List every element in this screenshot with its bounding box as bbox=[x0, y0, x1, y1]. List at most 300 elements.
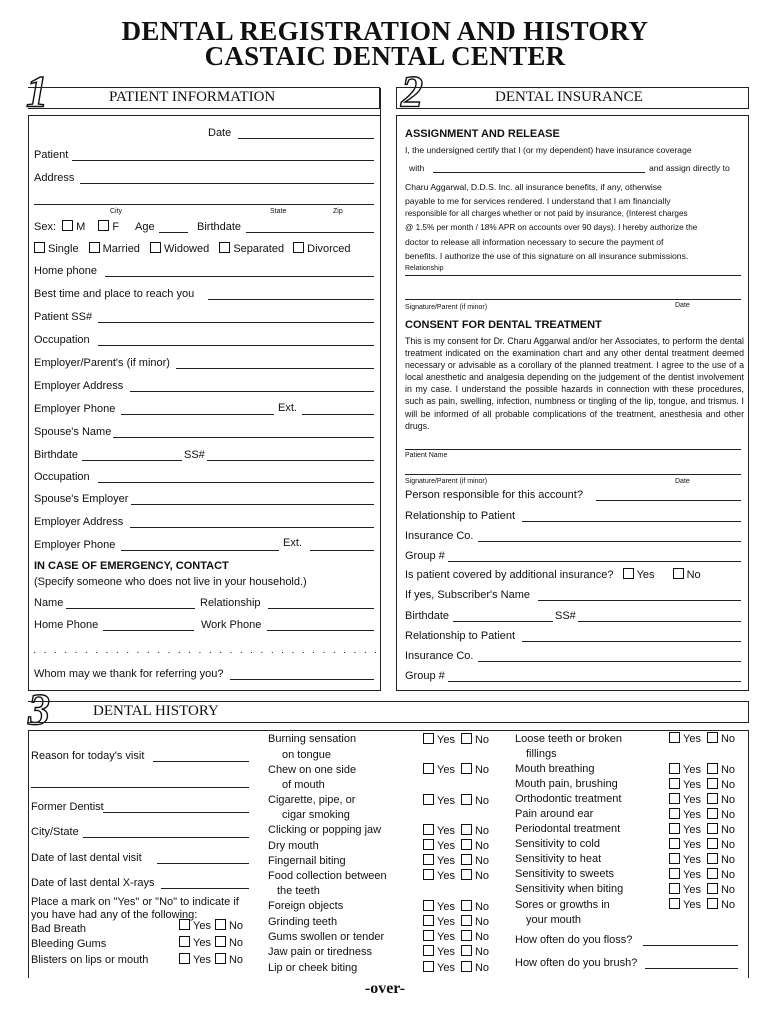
no-checkbox[interactable] bbox=[461, 763, 472, 774]
rel-patient2-field[interactable] bbox=[522, 641, 741, 642]
divider bbox=[396, 690, 748, 691]
relationship-field[interactable] bbox=[405, 275, 741, 276]
no-label: No bbox=[474, 946, 490, 958]
married-checkbox[interactable] bbox=[89, 242, 100, 253]
yes-label: Yes bbox=[437, 855, 455, 867]
emergency-relationship-label: Relationship bbox=[200, 597, 261, 609]
consent-signature-caption: Signature/Parent (if minor) bbox=[405, 478, 488, 485]
yes-label: Yes bbox=[683, 869, 701, 881]
group-field[interactable] bbox=[448, 561, 741, 562]
history-item: Burning sensation bbox=[268, 733, 357, 745]
employer-address-label: Employer Address bbox=[34, 380, 124, 392]
former-dentist-field[interactable] bbox=[103, 812, 249, 813]
yes-checkbox[interactable] bbox=[423, 824, 434, 835]
history-item: Sores or growths in bbox=[515, 899, 610, 911]
no-checkbox[interactable] bbox=[215, 919, 226, 930]
sex-label: Sex: bbox=[34, 221, 57, 233]
sex-f-label: F bbox=[112, 221, 120, 233]
yes-no-pair bbox=[423, 839, 489, 852]
insurance-co2-label: Insurance Co. bbox=[405, 650, 474, 662]
no-label: No bbox=[474, 916, 490, 928]
yes-label: Yes bbox=[437, 764, 455, 776]
subscriber-ss-label: SS# bbox=[555, 610, 576, 622]
form-title-line1: DENTAL REGISTRATION AND HISTORY bbox=[121, 16, 649, 46]
best-time-field[interactable] bbox=[208, 299, 374, 300]
assignment-line-7: doctor to release all information necessary to secure the payment of bbox=[405, 237, 664, 247]
no-label: No bbox=[474, 901, 490, 913]
employer-phone-label: Employer Phone bbox=[34, 403, 116, 415]
yes-no-pair bbox=[423, 915, 489, 928]
assignment-title: ASSIGNMENT AND RELEASE bbox=[405, 128, 560, 140]
history-item: Sensitivity when biting bbox=[515, 883, 624, 895]
additional-insurance-no-label: No bbox=[686, 569, 701, 581]
no-checkbox[interactable] bbox=[461, 900, 472, 911]
section-2-title: DENTAL INSURANCE bbox=[495, 89, 643, 105]
spouse-occupation-field[interactable] bbox=[98, 482, 374, 483]
yes-checkbox[interactable] bbox=[669, 898, 680, 909]
divorced-label: Divorced bbox=[307, 243, 351, 255]
referral-field[interactable] bbox=[230, 679, 374, 680]
no-checkbox[interactable] bbox=[707, 732, 718, 743]
floss-frequency-field[interactable] bbox=[643, 945, 738, 946]
birthdate-field[interactable] bbox=[246, 232, 374, 233]
no-checkbox[interactable] bbox=[461, 794, 472, 805]
yes-label: Yes bbox=[683, 884, 701, 896]
yes-label: Yes bbox=[437, 795, 455, 807]
yes-no-pair bbox=[423, 733, 489, 746]
history-item: on tongue bbox=[282, 749, 331, 761]
additional-insurance-yes-label: Yes bbox=[636, 569, 655, 581]
yes-checkbox[interactable] bbox=[669, 868, 680, 879]
separated-label: Separated bbox=[233, 243, 285, 255]
rel-patient-label: Relationship to Patient bbox=[405, 510, 516, 522]
yes-label: Yes bbox=[683, 794, 701, 806]
no-label: No bbox=[720, 854, 736, 866]
section-1-title: PATIENT INFORMATION bbox=[109, 89, 276, 105]
yes-no-pair bbox=[669, 808, 735, 821]
no-label: No bbox=[228, 937, 244, 949]
consent-title: CONSENT FOR DENTAL TREATMENT bbox=[405, 319, 602, 331]
last-xray-label: Date of last dental X-rays bbox=[31, 877, 155, 889]
no-checkbox[interactable] bbox=[707, 763, 718, 774]
no-checkbox[interactable] bbox=[461, 961, 472, 972]
no-checkbox[interactable] bbox=[707, 823, 718, 834]
history-item: Clicking or popping jaw bbox=[268, 824, 382, 836]
subscriber-birthdate-label: Birthdate bbox=[405, 610, 450, 622]
marital-status-row bbox=[34, 242, 351, 255]
yes-checkbox[interactable] bbox=[179, 919, 190, 930]
responsible-label: Person responsible for this account? bbox=[405, 489, 583, 501]
yes-no-pair bbox=[423, 869, 489, 882]
no-checkbox[interactable] bbox=[707, 778, 718, 789]
address-field[interactable] bbox=[80, 183, 374, 184]
divider bbox=[748, 730, 749, 978]
divider bbox=[28, 730, 29, 978]
spouse-employer-address-label: Employer Address bbox=[34, 516, 124, 528]
history-item: Foreign objects bbox=[268, 900, 344, 912]
city-state-field[interactable] bbox=[83, 837, 249, 838]
group-label: Group # bbox=[405, 550, 445, 562]
section-3-title: DENTAL HISTORY bbox=[93, 703, 219, 719]
birthdate-label: Birthdate bbox=[197, 221, 242, 233]
no-label: No bbox=[474, 795, 490, 807]
emergency-work-phone-field[interactable] bbox=[267, 630, 374, 631]
ext2-field[interactable] bbox=[310, 550, 374, 551]
yes-label: Yes bbox=[683, 854, 701, 866]
yes-checkbox[interactable] bbox=[423, 900, 434, 911]
yes-checkbox[interactable] bbox=[179, 953, 190, 964]
history-item: Sensitivity to sweets bbox=[515, 868, 615, 880]
single-label: Single bbox=[48, 243, 79, 255]
yes-label: Yes bbox=[683, 824, 701, 836]
yes-checkbox[interactable] bbox=[669, 883, 680, 894]
emergency-home-phone-field[interactable] bbox=[103, 630, 194, 631]
assignment-line-8: benefits. I authorize the use of this signature on all insurance submissions. bbox=[405, 251, 689, 261]
yes-label: Yes bbox=[437, 825, 455, 837]
no-checkbox[interactable] bbox=[461, 930, 472, 941]
subscriber-field[interactable] bbox=[538, 600, 741, 601]
yes-label: Yes bbox=[193, 920, 211, 932]
sex-f-checkbox[interactable] bbox=[98, 220, 109, 231]
assignment-direct-label: and assign directly to bbox=[649, 163, 730, 173]
no-checkbox[interactable] bbox=[461, 854, 472, 865]
no-label: No bbox=[474, 734, 490, 746]
yes-no-pair bbox=[179, 919, 243, 932]
brush-frequency-label: How often do you brush? bbox=[515, 957, 638, 969]
divider bbox=[28, 115, 380, 116]
assignment-with-label: with bbox=[409, 163, 425, 173]
yes-no-pair bbox=[423, 794, 489, 807]
subscriber-label: If yes, Subscriber's Name bbox=[405, 589, 530, 601]
yes-label: Yes bbox=[437, 931, 455, 943]
group2-field[interactable] bbox=[448, 681, 741, 682]
yes-checkbox[interactable] bbox=[423, 869, 434, 880]
assignment-signature-field[interactable] bbox=[405, 299, 741, 300]
spouse-ss-label: SS# bbox=[184, 449, 205, 461]
yes-checkbox[interactable] bbox=[423, 854, 434, 865]
city-caption: City bbox=[110, 208, 123, 215]
yes-no-pair bbox=[423, 930, 489, 943]
insurance-carrier-field[interactable] bbox=[433, 172, 645, 173]
no-label: No bbox=[720, 733, 736, 745]
history-item: Gums swollen or tender bbox=[268, 931, 385, 943]
no-checkbox[interactable] bbox=[215, 953, 226, 964]
history-item: Food collection between bbox=[268, 870, 387, 882]
consent-text: This is my consent for Dr. Charu Aggarwal and/or her Associates, to perform the dental treatment indicated on the examination chart and any other dental treatment deemed necessary or advisable as a corollary of the planned treatment. I agree to the use of a local anesthetic and analgesia depending on the judgement of the dentist involvement in my case. I understand the possible hazards in connection with these procedures, such as pain, swelling, infection, numbness or tingling of the lip, tongue, and trismus. I will be informed of all probable complications of the treatment, anesthesia and other drugs. bbox=[405, 336, 744, 431]
instructions-line-2: you have had any of the following: bbox=[31, 909, 198, 921]
rel-patient2-label: Relationship to Patient bbox=[405, 630, 516, 642]
history-item: Grinding teeth bbox=[268, 916, 338, 928]
sex-m-checkbox[interactable] bbox=[62, 220, 73, 231]
form-title-line2: CASTAIC DENTAL CENTER bbox=[204, 41, 566, 71]
emergency-name-label: Name bbox=[34, 597, 64, 609]
history-item: Dry mouth bbox=[268, 840, 319, 852]
employer-phone-field[interactable] bbox=[121, 414, 274, 415]
yes-checkbox[interactable] bbox=[423, 733, 434, 744]
assignment-line-5: responsible for all charges whether or not paid by insurance, (Interest charges bbox=[405, 209, 688, 218]
date-field[interactable] bbox=[238, 138, 374, 139]
divider bbox=[396, 115, 397, 691]
history-item: Fingernail biting bbox=[268, 855, 346, 867]
single-checkbox[interactable] bbox=[34, 242, 45, 253]
yes-checkbox[interactable] bbox=[669, 823, 680, 834]
former-dentist-label: Former Dentist bbox=[31, 801, 104, 813]
history-item: Sensitivity to heat bbox=[515, 853, 602, 865]
city-state-zip-field[interactable] bbox=[34, 204, 374, 205]
yes-label: Yes bbox=[437, 901, 455, 913]
yes-label: Yes bbox=[193, 937, 211, 949]
employer-parent-label: Employer/Parent's (if minor) bbox=[34, 357, 170, 369]
no-label: No bbox=[474, 870, 490, 882]
divorced-checkbox[interactable] bbox=[293, 242, 304, 253]
patient-ssn-field[interactable] bbox=[98, 322, 374, 323]
yes-no-pair bbox=[669, 732, 735, 745]
widowed-label: Widowed bbox=[164, 243, 210, 255]
yes-checkbox[interactable] bbox=[423, 839, 434, 850]
employer-address-field[interactable] bbox=[130, 391, 374, 392]
home-phone-field[interactable] bbox=[105, 276, 374, 277]
history-item: Chew on one side bbox=[268, 764, 357, 776]
occupation-field[interactable] bbox=[98, 345, 374, 346]
yes-label: Yes bbox=[683, 839, 701, 851]
spouse-birthdate-field[interactable] bbox=[82, 460, 182, 461]
yes-no-pair bbox=[423, 945, 489, 958]
rel-patient-field[interactable] bbox=[522, 521, 741, 522]
brush-frequency-field[interactable] bbox=[645, 968, 738, 969]
insurance-co-field[interactable] bbox=[478, 541, 741, 542]
yes-label: Yes bbox=[437, 840, 455, 852]
yes-checkbox[interactable] bbox=[669, 793, 680, 804]
history-item: Loose teeth or broken bbox=[515, 733, 623, 745]
yes-no-pair bbox=[669, 853, 735, 866]
divider bbox=[28, 690, 380, 691]
no-checkbox[interactable] bbox=[707, 838, 718, 849]
yes-checkbox[interactable] bbox=[423, 763, 434, 774]
occupation-label: Occupation bbox=[34, 334, 90, 346]
separated-checkbox[interactable] bbox=[219, 242, 230, 253]
spouse-name-field[interactable] bbox=[113, 437, 374, 438]
patient-name-field[interactable] bbox=[405, 449, 741, 450]
employer-parent-field[interactable] bbox=[176, 368, 374, 369]
referral-label: Whom may we thank for referring you? bbox=[34, 668, 224, 680]
history-item: Mouth pain, brushing bbox=[515, 778, 618, 790]
no-label: No bbox=[474, 962, 490, 974]
no-label: No bbox=[720, 779, 736, 791]
consent-signature-field[interactable] bbox=[405, 474, 741, 475]
responsible-field[interactable] bbox=[596, 500, 741, 501]
yes-no-pair bbox=[423, 900, 489, 913]
assignment-line-4: payable to me for services rendered. I understand that I am financially bbox=[405, 196, 671, 206]
yes-no-pair bbox=[423, 763, 489, 776]
additional-insurance-no-checkbox[interactable] bbox=[673, 568, 684, 579]
floss-frequency-label: How often do you floss? bbox=[515, 934, 633, 946]
address-label: Address bbox=[34, 172, 75, 184]
emergency-work-phone-label: Work Phone bbox=[201, 619, 262, 631]
married-label: Married bbox=[102, 243, 140, 255]
history-item: cigar smoking bbox=[282, 809, 350, 821]
date-label: Date bbox=[208, 127, 232, 139]
age-label: Age bbox=[135, 221, 155, 233]
emergency-subtitle: (Specify someone who does not live in your household.) bbox=[34, 576, 307, 588]
history-item: Periodontal treatment bbox=[515, 823, 621, 835]
yes-no-pair bbox=[669, 898, 735, 911]
yes-checkbox[interactable] bbox=[179, 936, 190, 947]
home-phone-label: Home phone bbox=[34, 265, 97, 277]
no-checkbox[interactable] bbox=[461, 824, 472, 835]
yes-no-pair bbox=[669, 778, 735, 791]
spouse-ss-field[interactable] bbox=[207, 460, 374, 461]
sex-m-label: M bbox=[76, 221, 86, 233]
no-label: No bbox=[720, 764, 736, 776]
no-label: No bbox=[720, 899, 736, 911]
no-label: No bbox=[474, 825, 490, 837]
spouse-employer-label: Spouse's Employer bbox=[34, 493, 129, 505]
no-checkbox[interactable] bbox=[461, 945, 472, 956]
no-checkbox[interactable] bbox=[707, 808, 718, 819]
yes-no-pair bbox=[423, 824, 489, 837]
divider bbox=[396, 115, 748, 116]
city-state-label: City/State bbox=[31, 826, 79, 838]
reason-label: Reason for today's visit bbox=[31, 750, 145, 762]
yes-checkbox[interactable] bbox=[423, 915, 434, 926]
yes-no-pair bbox=[669, 868, 735, 881]
last-visit-label: Date of last dental visit bbox=[31, 852, 142, 864]
divider bbox=[28, 115, 29, 691]
assignment-date-caption: Date bbox=[675, 302, 690, 309]
additional-insurance-label: Is patient covered by additional insurance? bbox=[405, 569, 614, 581]
subscriber-birthdate-field[interactable] bbox=[453, 621, 553, 622]
patient-ssn-label: Patient SS# bbox=[34, 311, 93, 323]
yes-checkbox[interactable] bbox=[669, 838, 680, 849]
yes-checkbox[interactable] bbox=[423, 794, 434, 805]
ext-field[interactable] bbox=[302, 414, 374, 415]
reason-field[interactable] bbox=[153, 761, 249, 762]
widowed-checkbox[interactable] bbox=[150, 242, 161, 253]
no-checkbox[interactable] bbox=[461, 869, 472, 880]
yes-checkbox[interactable] bbox=[669, 808, 680, 819]
history-item: Mouth breathing bbox=[515, 763, 595, 775]
yes-no-pair bbox=[423, 961, 489, 974]
zip-caption: Zip bbox=[333, 208, 343, 215]
section-number-3: 3 bbox=[28, 685, 50, 734]
yes-label: Yes bbox=[437, 734, 455, 746]
spouse-employer-address-field[interactable] bbox=[130, 527, 374, 528]
sex-row bbox=[34, 220, 119, 233]
yes-checkbox[interactable] bbox=[423, 930, 434, 941]
yes-label: Yes bbox=[193, 954, 211, 966]
ext2-label: Ext. bbox=[283, 537, 302, 549]
emergency-relationship-field[interactable] bbox=[268, 608, 374, 609]
reason-field-2[interactable] bbox=[31, 787, 249, 788]
history-item: Cigarette, pipe, or bbox=[268, 794, 356, 806]
yes-label: Yes bbox=[683, 764, 701, 776]
consent-date-caption: Date bbox=[675, 478, 690, 485]
history-item: Lip or cheek biting bbox=[268, 962, 358, 974]
additional-insurance-yes-checkbox[interactable] bbox=[623, 568, 634, 579]
spouse-employer-field[interactable] bbox=[131, 504, 374, 505]
emergency-name-field[interactable] bbox=[66, 608, 195, 609]
emergency-home-phone-label: Home Phone bbox=[34, 619, 99, 631]
yes-label: Yes bbox=[683, 809, 701, 821]
last-xray-field[interactable] bbox=[161, 888, 249, 889]
no-checkbox[interactable] bbox=[707, 883, 718, 894]
spouse-occupation-label: Occupation bbox=[34, 471, 90, 483]
insurance-co-label: Insurance Co. bbox=[405, 530, 474, 542]
patient-field[interactable] bbox=[72, 160, 374, 161]
yes-label: Yes bbox=[437, 870, 455, 882]
assignment-line-3: Charu Aggarwal, D.D.S. Inc. all insurance benefits, if any, otherwise bbox=[405, 182, 662, 192]
spouse-name-label: Spouse's Name bbox=[34, 426, 112, 438]
no-label: No bbox=[474, 855, 490, 867]
subscriber-ss-field[interactable] bbox=[578, 621, 741, 622]
history-item: Pain around ear bbox=[515, 808, 594, 820]
history-item: of mouth bbox=[282, 779, 325, 791]
instructions-line-1: Place a mark on "Yes" or "No" to indicate if bbox=[31, 896, 239, 908]
history-item: Blisters on lips or mouth bbox=[31, 954, 149, 966]
divider bbox=[380, 88, 381, 691]
history-item: Jaw pain or tiredness bbox=[268, 946, 372, 958]
additional-insurance-row bbox=[405, 568, 701, 581]
no-label: No bbox=[474, 931, 490, 943]
no-label: No bbox=[720, 869, 736, 881]
no-label: No bbox=[720, 824, 736, 836]
patient-name-caption: Patient Name bbox=[405, 452, 448, 459]
history-item: Orthodontic treatment bbox=[515, 793, 622, 805]
over-footer: -over- bbox=[364, 980, 406, 997]
no-checkbox[interactable] bbox=[215, 936, 226, 947]
yes-no-pair bbox=[669, 838, 735, 851]
yes-checkbox[interactable] bbox=[669, 853, 680, 864]
no-checkbox[interactable] bbox=[461, 839, 472, 850]
yes-label: Yes bbox=[683, 899, 701, 911]
dotted-separator: ·································· bbox=[33, 647, 385, 658]
last-visit-field[interactable] bbox=[157, 863, 249, 864]
best-time-label: Best time and place to reach you bbox=[34, 288, 195, 300]
no-label: No bbox=[720, 794, 736, 806]
no-label: No bbox=[720, 839, 736, 851]
yes-no-pair bbox=[669, 883, 735, 896]
insurance-co2-field[interactable] bbox=[478, 661, 741, 662]
no-checkbox[interactable] bbox=[707, 868, 718, 879]
history-item: your mouth bbox=[526, 914, 582, 926]
emergency-title: IN CASE OF EMERGENCY, CONTACT bbox=[34, 560, 229, 572]
yes-checkbox[interactable] bbox=[669, 778, 680, 789]
yes-checkbox[interactable] bbox=[423, 961, 434, 972]
section-number-1: 1 bbox=[26, 67, 48, 116]
yes-no-pair bbox=[669, 763, 735, 776]
no-label: No bbox=[228, 920, 244, 932]
yes-checkbox[interactable] bbox=[423, 945, 434, 956]
spouse-birthdate-label: Birthdate bbox=[34, 449, 79, 461]
yes-no-pair bbox=[179, 953, 243, 966]
history-item: the teeth bbox=[277, 885, 320, 897]
spouse-employer-phone-label: Employer Phone bbox=[34, 539, 116, 551]
no-checkbox[interactable] bbox=[461, 915, 472, 926]
yes-label: Yes bbox=[437, 962, 455, 974]
yes-checkbox[interactable] bbox=[669, 732, 680, 743]
age-field[interactable] bbox=[159, 232, 188, 233]
no-checkbox[interactable] bbox=[707, 793, 718, 804]
yes-checkbox[interactable] bbox=[669, 763, 680, 774]
no-checkbox[interactable] bbox=[707, 853, 718, 864]
spouse-employer-phone-field[interactable] bbox=[121, 550, 279, 551]
yes-no-pair bbox=[669, 823, 735, 836]
history-item: Sensitivity to cold bbox=[515, 838, 600, 850]
no-checkbox[interactable] bbox=[461, 733, 472, 744]
yes-label: Yes bbox=[683, 779, 701, 791]
no-checkbox[interactable] bbox=[707, 898, 718, 909]
divider bbox=[748, 115, 749, 691]
